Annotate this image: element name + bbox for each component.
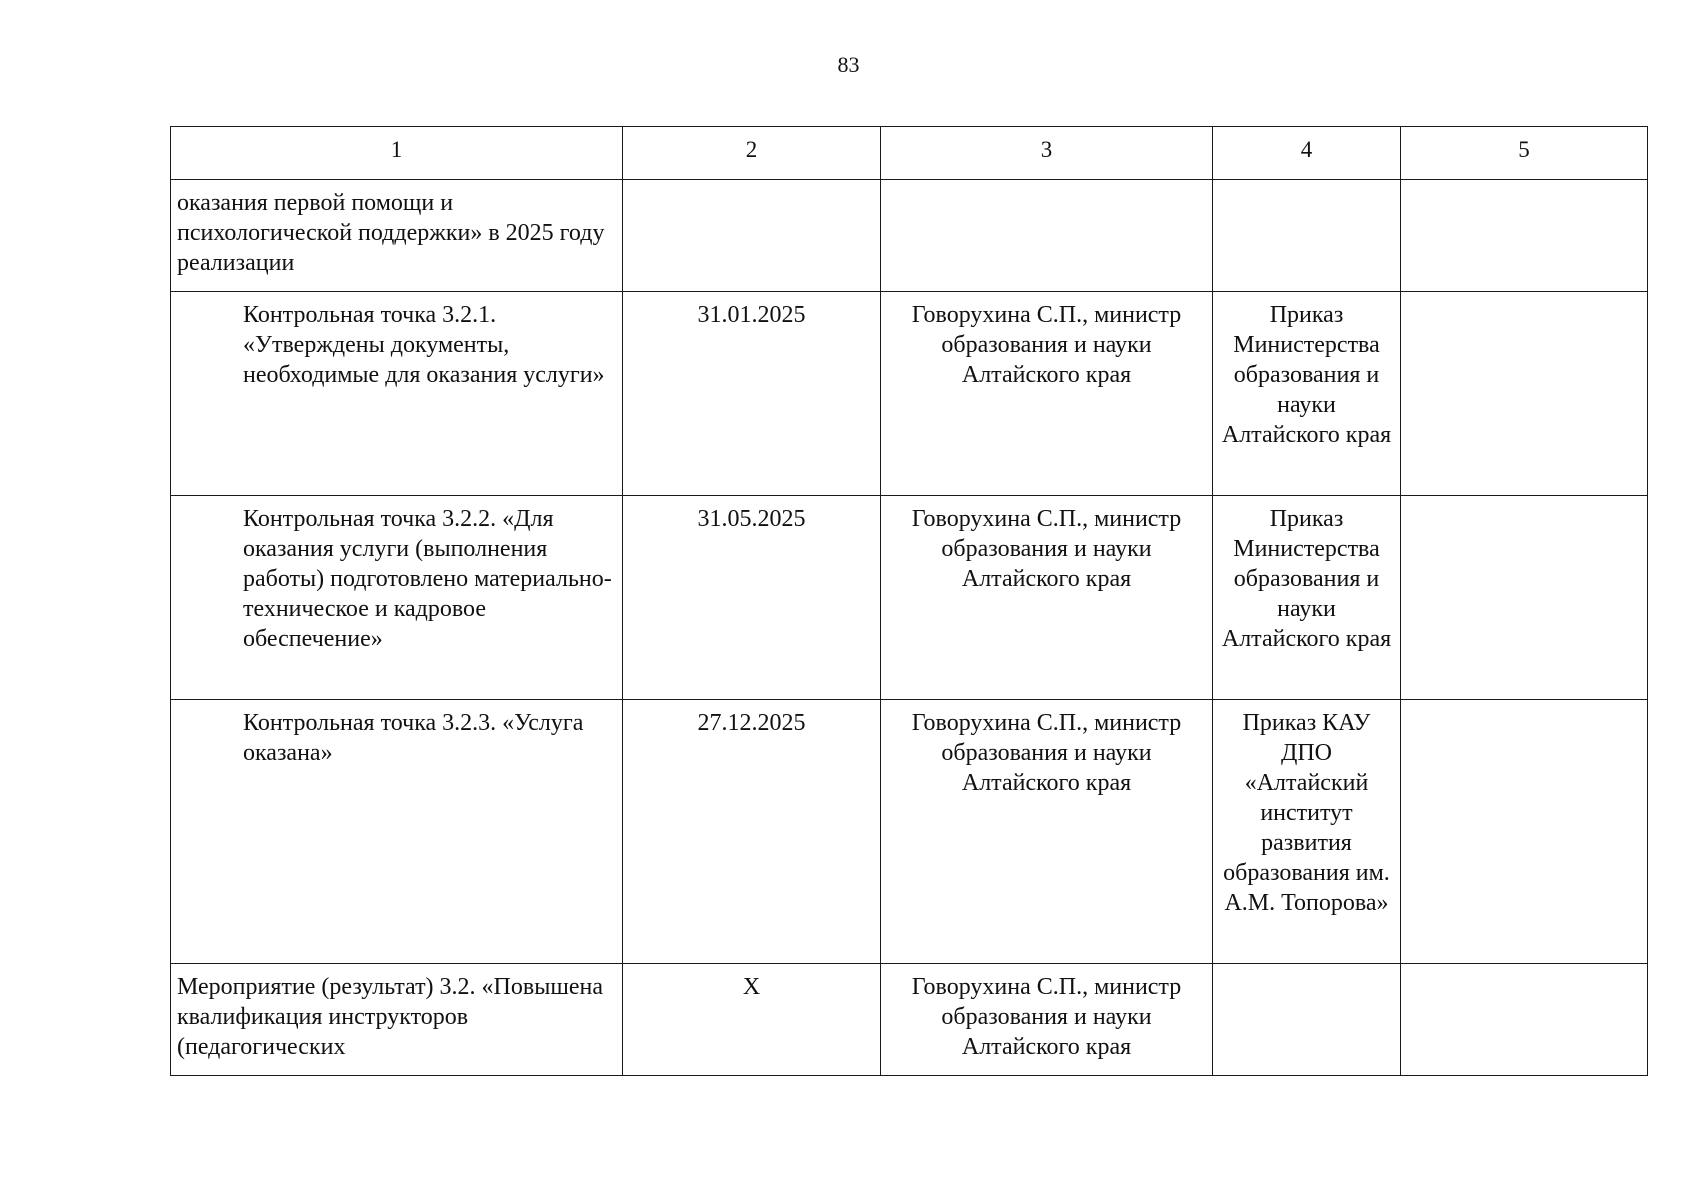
table-row <box>171 964 1648 1076</box>
row-responsible: Говорухина С.П., министр образования и науки Алтайского края <box>881 292 1213 496</box>
row-responsible: Говорухина С.П., министр образования и науки Алтайского края <box>881 496 1213 700</box>
header-cell-5: 5 <box>1401 127 1648 180</box>
row-document: Приказ КАУ ДПО «Алтайский институт развития образования им. А.М. Топорова» <box>1213 700 1401 964</box>
table-row <box>171 496 1648 700</box>
row-responsible <box>881 180 1213 292</box>
row-document: Приказ Министерства образования и науки Алтайского края <box>1213 292 1401 496</box>
row-col5 <box>1401 700 1648 964</box>
row-col5 <box>1401 964 1648 1076</box>
document-table <box>170 126 1648 1076</box>
row-responsible: Говорухина С.П., министр образования и науки Алтайского края <box>881 700 1213 964</box>
row-date <box>623 180 881 292</box>
header-cell-2: 2 <box>623 127 881 180</box>
table-row <box>171 292 1648 496</box>
row-document <box>1213 180 1401 292</box>
page-number: 83 <box>837 52 860 77</box>
row-document: Приказ Министерства образования и науки Алтайского края <box>1213 496 1401 700</box>
header-cell-1: 1 <box>171 127 623 180</box>
table-header-row <box>171 127 1648 180</box>
row-date: 27.12.2025 <box>623 700 881 964</box>
row-date: 31.01.2025 <box>623 292 881 496</box>
row-description: Контрольная точка 3.2.3. «Услуга оказана» <box>171 700 623 964</box>
row-responsible: Говорухина С.П., министр образования и науки Алтайского края <box>881 964 1213 1076</box>
row-date: 31.05.2025 <box>623 496 881 700</box>
row-col5 <box>1401 292 1648 496</box>
header-cell-4: 4 <box>1213 127 1401 180</box>
table-row <box>171 180 1648 292</box>
header-cell-3: 3 <box>881 127 1213 180</box>
row-col5 <box>1401 496 1648 700</box>
row-description: Мероприятие (результат) 3.2. «Повышена квалификация инструкторов (педагогических <box>171 964 623 1076</box>
row-description: Контрольная точка 3.2.2. «Для оказания услуги (выполнения работы) подготовлено материально-техническое и кадровое обеспечение» <box>171 496 623 700</box>
row-col5 <box>1401 180 1648 292</box>
row-date: Х <box>623 964 881 1076</box>
row-description: Контрольная точка 3.2.1. «Утверждены документы, необходимые для оказания услуги» <box>171 292 623 496</box>
table-row <box>171 700 1648 964</box>
row-description: оказания первой помощи и психологической поддержки» в 2025 году реализации <box>171 180 623 292</box>
row-document <box>1213 964 1401 1076</box>
